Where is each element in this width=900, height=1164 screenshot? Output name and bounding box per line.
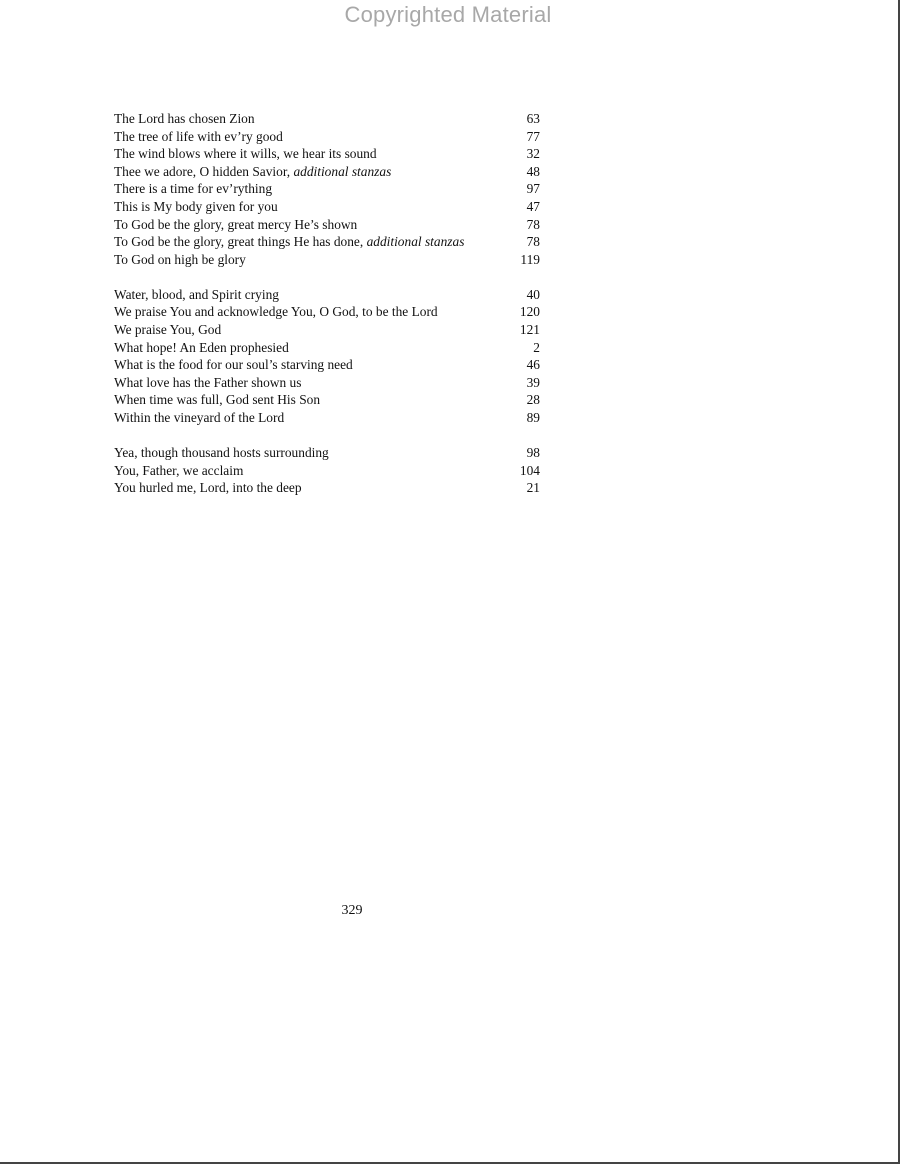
entry-title-text: This is My body given for you (114, 198, 278, 214)
entry-title-text: When time was full, God sent His Son (114, 392, 321, 408)
page-number: 329 (341, 903, 363, 918)
entry-title-text: Within the vineyard of the Lord (114, 410, 285, 425)
index-entry (114, 163, 540, 181)
index-entry (114, 479, 540, 497)
entry-page-number: 98 (526, 445, 540, 461)
entry-title (114, 339, 289, 357)
entry-page-number: 48 (526, 163, 540, 179)
entry-title (114, 444, 329, 462)
entry-title (114, 391, 320, 409)
entry-title-text: What love has the Father shown us (114, 374, 302, 390)
entry-title (114, 198, 278, 216)
entry-page-number: 104 (519, 462, 540, 478)
index-entry (114, 198, 540, 216)
entry-title (114, 145, 377, 163)
hymn-index (114, 110, 540, 514)
entry-title (114, 110, 255, 128)
entry-title (114, 303, 438, 321)
entry-title (114, 163, 391, 181)
entry-title-text: The wind blows where it wills, we hear its sound (114, 146, 377, 162)
entry-title-text: What is the food for our soul’s starving need (114, 357, 353, 373)
entry-page-number: 46 (526, 357, 540, 373)
entry-title-text: We praise You, God (114, 322, 222, 338)
index-entry (114, 321, 540, 339)
entry-title (114, 286, 279, 304)
entry-page-number: 47 (526, 198, 540, 214)
entry-title-text: There is a time for ev’rything (114, 181, 273, 197)
entry-title-note: additional stanzas (366, 234, 465, 250)
entry-page-number: 120 (519, 304, 540, 320)
entry-title-text: Thee we adore, O hidden Savior, (114, 163, 294, 179)
entry-title (114, 251, 246, 269)
entry-title (114, 479, 302, 497)
entry-title (114, 128, 283, 146)
entry-title-text: The Lord has chosen Zion (114, 111, 255, 126)
index-entry (114, 303, 540, 321)
entry-title-text: What hope! An Eden prophesied (114, 339, 289, 355)
index-entry (114, 233, 540, 251)
index-entry (114, 409, 540, 427)
entry-title (114, 233, 464, 251)
entry-title-text: You, Father, we acclaim (114, 462, 244, 478)
entry-title-text: To God on high be glory (114, 251, 246, 267)
index-entry (114, 374, 540, 392)
index-entry (114, 286, 540, 304)
entry-page-number: 21 (526, 480, 540, 496)
entry-title-text: Yea, though thousand hosts surrounding (114, 445, 329, 461)
index-entry (114, 339, 540, 357)
entry-title (114, 180, 272, 198)
entry-title (114, 374, 301, 392)
entry-title-text: Water, blood, and Spirit crying (114, 286, 279, 302)
index-entry (114, 128, 540, 146)
index-entry (114, 356, 540, 374)
entry-title (114, 462, 243, 480)
entry-title (114, 321, 221, 339)
entry-title-text: You hurled me, Lord, into the deep (114, 480, 302, 496)
entry-page-number: 77 (526, 128, 540, 144)
entry-page-number: 119 (520, 251, 540, 267)
entry-page-number: 121 (519, 322, 540, 338)
index-entry (114, 462, 540, 480)
entry-page-number: 40 (526, 286, 540, 302)
entry-title-note: additional stanzas (293, 163, 392, 179)
index-entry (114, 391, 540, 409)
index-entry (114, 444, 540, 462)
entry-page-number: 39 (526, 374, 540, 390)
index-group (114, 444, 540, 497)
copyright-watermark: Copyrighted Material (344, 2, 552, 27)
entry-title-text: To God be the glory, great mercy He’s shown (114, 216, 358, 232)
entry-page-number: 78 (526, 216, 540, 232)
index-entry (114, 180, 540, 198)
index-entry (114, 216, 540, 234)
entry-title (114, 356, 353, 374)
index-entry (114, 110, 540, 128)
entry-page-number: 28 (526, 392, 540, 408)
entry-title (114, 409, 284, 427)
entry-page-number: 32 (526, 146, 540, 162)
index-group (114, 286, 540, 427)
index-entry (114, 251, 540, 269)
entry-title-text: The tree of life with ev’ry good (114, 128, 283, 144)
entry-title (114, 216, 357, 234)
entry-title-text: To God be the glory, great things He has done, (114, 234, 367, 250)
entry-page-number: 63 (526, 111, 540, 126)
index-entry (114, 145, 540, 163)
entry-page-number: 2 (533, 339, 540, 355)
entry-page-number: 97 (526, 181, 540, 197)
entry-page-number: 89 (526, 410, 540, 425)
entry-page-number: 78 (526, 234, 540, 250)
entry-title-text: We praise You and acknowledge You, O God, to be the Lord (114, 304, 438, 320)
index-group (114, 110, 540, 268)
